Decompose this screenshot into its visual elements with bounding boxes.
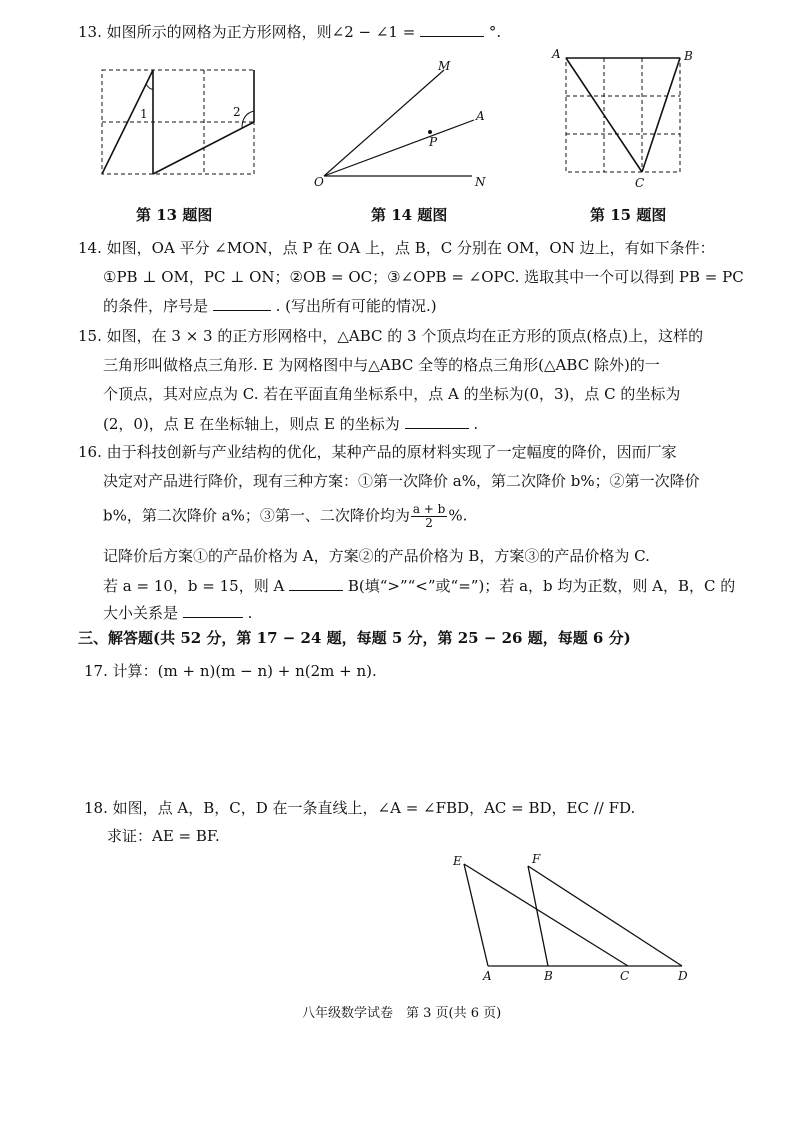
section-3-heading: 三、解答题(共 52 分，第 17 − 24 题，每题 5 分，第 25 − 26 题，每题 6 分) (78, 629, 631, 647)
label-N: N (475, 175, 486, 189)
q18-line-1 (84, 797, 635, 819)
q18-text-1: 如图，点 A，B，C，D 在一条直线上，∠A = ∠FBD，AC = BD，EC // FD. (112, 799, 636, 817)
label-C: C (635, 176, 645, 190)
q15-line-2: 三角形叫做格点三角形. E 为网格图中与△ABC 全等的格点三角形(△ABC 除外)的一 (103, 356, 660, 374)
q14-number: 14. (78, 239, 102, 257)
q15-line-4 (103, 412, 478, 435)
q16-text-6b: . (247, 604, 253, 622)
figure-18 (446, 848, 696, 988)
q14-text-1: 如图，OA 平分 ∠MON，点 P 在 OA 上，点 B，C 分别在 OM，ON 边上，有如下条件： (106, 239, 715, 257)
q16-line-2: 决定对产品进行降价，现有三种方案：①第一次降价 a%，第二次降价 b%；②第一次降价 (103, 472, 700, 490)
q17-line (84, 660, 377, 682)
q16-text-6a: 大小关系是 (103, 604, 179, 622)
figure-15 (548, 44, 708, 190)
figure-14 (312, 56, 492, 190)
q13-number: 13. (78, 23, 102, 41)
q14-answer-blank[interactable] (213, 294, 271, 311)
q14-text-3a: 的条件，序号是 (103, 297, 209, 315)
caption-fig13: 第 13 题图 (136, 206, 213, 224)
angle-1-label: 1 (140, 107, 148, 121)
q16-answer-blank-1[interactable] (289, 574, 343, 591)
angle-2-label: 2 (233, 105, 241, 119)
q17-text: 计算：(m + n)(m − n) + n(2m + n). (112, 662, 377, 680)
q13-text-b: °. (488, 23, 502, 41)
q14-text-3b: . (写出所有可能的情况.) (275, 297, 437, 315)
q15-text-1: 如图，在 3 × 3 的正方形网格中，△ABC 的 3 个顶点均在正方形的顶点(格点)上，这样的 (106, 327, 704, 345)
q13-text-a: 如图所示的网格为正方形网格，则∠2 − ∠1 = (106, 23, 416, 41)
q15-line-3: 个顶点，其对应点为 C. 若在平面直角坐标系中，点 A 的坐标为(0，3)，点 C 的坐标为 (103, 385, 681, 403)
q16-line-6 (103, 601, 252, 624)
q15-text-4a: (2，0)，点 E 在坐标轴上，则点 E 的坐标为 (103, 415, 400, 433)
fraction (411, 503, 448, 530)
label-P: P (429, 135, 438, 149)
q14-line-3 (103, 294, 437, 317)
q14-line-1 (78, 237, 715, 259)
q15-number: 15. (78, 327, 102, 345)
q16-answer-blank-2[interactable] (183, 601, 243, 618)
q16-text-5b: B(填“>”“<”或“=”)；若 a，b 均为正数，则 A，B，C 的 (347, 577, 736, 595)
q16-text-5a: 若 a = 10，b = 15，则 A (103, 577, 285, 595)
label-E: E (453, 854, 462, 868)
q15-answer-blank[interactable] (405, 412, 469, 429)
q16-line-3 (103, 503, 467, 530)
label-D: D (678, 969, 688, 983)
q18-line-2: 求证：AE = BF. (107, 827, 220, 845)
fraction-numerator: a + b (412, 502, 446, 516)
q13-answer-blank[interactable] (420, 20, 484, 37)
figure-13 (96, 62, 266, 180)
q16-text-3a: b%，第二次降价 a%；③第一、二次降价均为 (103, 506, 410, 525)
label-O: O (314, 175, 324, 189)
q18-number: 18. (84, 799, 108, 817)
q15-text-4b: . (473, 415, 479, 433)
label-A: A (552, 47, 561, 61)
label-B: B (544, 969, 553, 983)
label-B: B (684, 49, 693, 63)
label-A: A (483, 969, 492, 983)
q15-line-1 (78, 325, 703, 347)
q17-number: 17. (84, 662, 108, 680)
caption-fig15: 第 15 题图 (590, 206, 667, 224)
q14-line-2: ①PB ⊥ OM，PC ⊥ ON；②OB = OC；③∠OPB = ∠OPC. 选取其中一个可以得到 PB = PC (103, 268, 744, 286)
page-footer: 八年级数学试卷 第 3 页(共 6 页) (302, 1006, 502, 1021)
q16-line-5 (103, 574, 735, 597)
q16-text-1: 由于科技创新与产业结构的优化，某种产品的原材料实现了一定幅度的降价，因而厂家 (106, 443, 677, 461)
label-A: A (476, 109, 485, 123)
q16-number: 16. (78, 443, 102, 461)
fraction-denominator: 2 (425, 516, 433, 530)
label-F: F (532, 852, 541, 866)
q16-text-3b: %. (448, 506, 468, 525)
label-M: M (438, 59, 451, 73)
label-C: C (620, 969, 630, 983)
caption-fig14: 第 14 题图 (371, 206, 448, 224)
q16-line-4: 记降价后方案①的产品价格为 A，方案②的产品价格为 B，方案③的产品价格为 C. (103, 547, 650, 565)
q13-line (78, 20, 501, 43)
q16-line-1 (78, 441, 677, 463)
